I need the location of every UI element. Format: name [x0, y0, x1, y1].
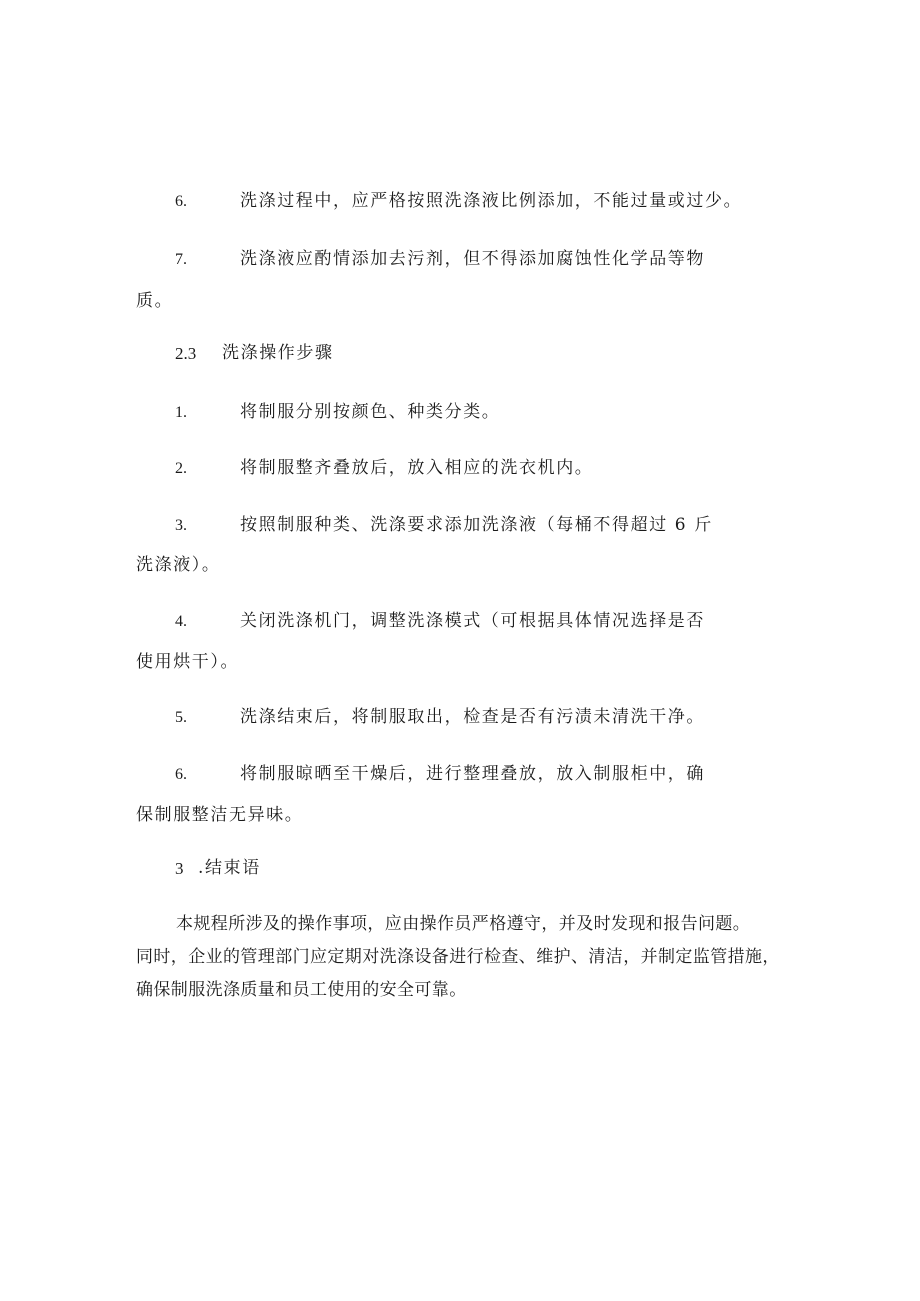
item-number: 7.: [175, 251, 187, 268]
item-text: 洗涤结束后，将制服取出，检查是否有污渍未清洗干净。: [240, 707, 705, 727]
section-number: 3: [175, 859, 184, 878]
item-text-continuation: 质。: [136, 291, 174, 311]
item-text: 将制服整齐叠放后，放入相应的洗衣机内。: [240, 458, 594, 478]
section-number: 2.3: [175, 344, 197, 363]
item-text-continuation: 保制服整洁无异味。: [136, 805, 304, 825]
item-text: 洗涤过程中，应严格按照洗涤液比例添加，不能过量或过少。: [240, 191, 743, 211]
item-text: 将制服分别按颜色、种类分类。: [240, 402, 501, 422]
paragraph-line: 确保制服洗涤质量和员工使用的安全可靠。: [136, 980, 467, 1000]
closing-paragraph: [136, 908, 806, 1007]
item-number: 6.: [175, 766, 187, 783]
item-text-continuation: 使用烘干）。: [136, 652, 240, 672]
item-text: 将制服晾晒至干燥后，进行整理叠放，放入制服柜中，确: [240, 764, 705, 784]
item-text: 按照制服种类、洗涤要求添加洗涤液（每桶不得超过 6 斤: [240, 515, 713, 535]
item-number: 5.: [175, 709, 187, 726]
item-number: 1.: [175, 404, 187, 421]
section-title: 洗涤操作步骤: [222, 343, 334, 363]
item-text: 关闭洗涤机门，调整洗涤模式（可根据具体情况选择是否: [240, 611, 705, 631]
paragraph-line: 同时，企业的管理部门应定期对洗涤设备进行检查、维护、清洁，并制定监管措施，: [136, 947, 780, 967]
paragraph-line: 本规程所涉及的操作事项，应由操作员严格遵守，并及时发现和报告问题。: [176, 914, 751, 934]
item-number: 6.: [175, 193, 187, 210]
item-number: 4.: [175, 613, 187, 630]
item-text: 洗涤液应酌情添加去污剂，但不得添加腐蚀性化学品等物: [240, 249, 705, 269]
item-number: 2.: [175, 460, 187, 477]
section-title: .结束语: [198, 858, 261, 878]
item-number: 3.: [175, 517, 187, 534]
item-text-continuation: 洗涤液）。: [136, 555, 221, 575]
